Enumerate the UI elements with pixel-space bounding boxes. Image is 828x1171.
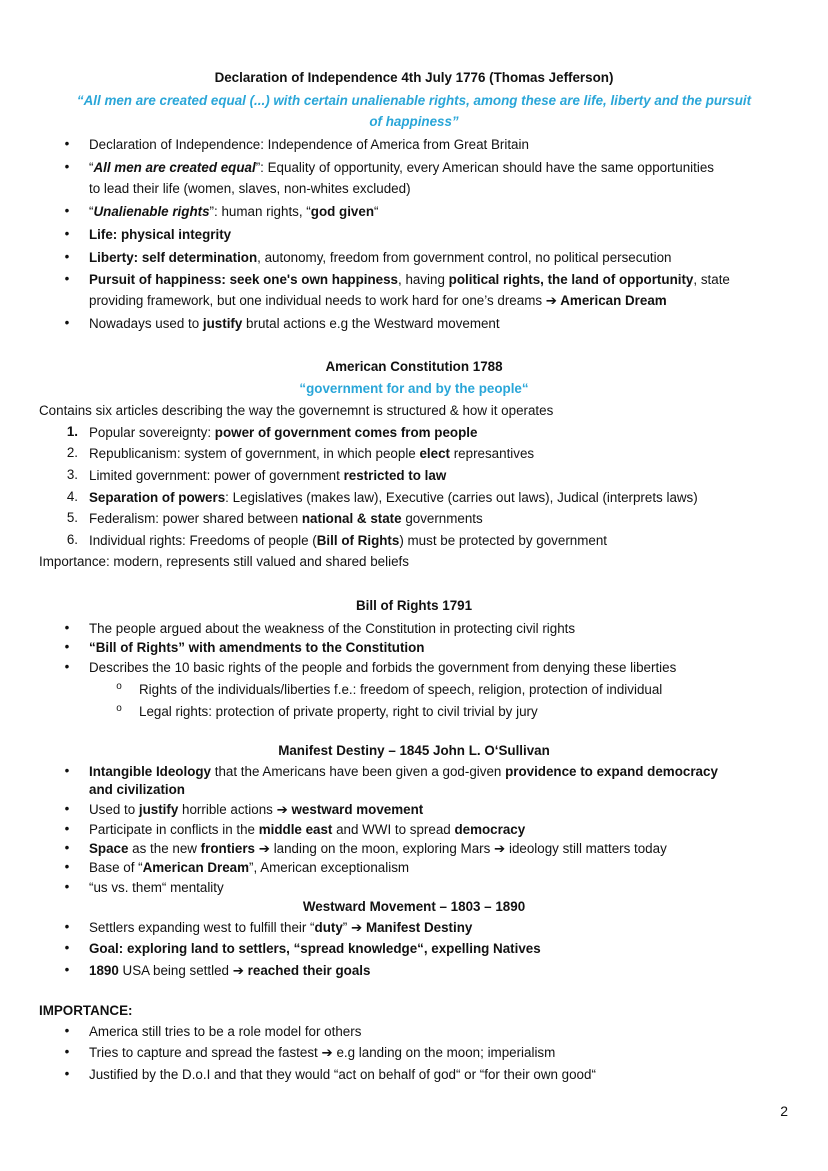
list-number: 3. [66,467,78,482]
constitution-intro: Contains six articles describing the way the governemnt is structured & how it operates [39,403,554,418]
arrow-right-icon: ➔ [276,802,288,817]
bullet-icon: • [64,159,70,174]
declaration-bullet-2: “All men are created equal”: Equality of opportunity, every American should have the same opportunities [89,160,714,175]
bullet-icon: • [64,249,70,264]
importance-bullet-2: Tries to capture and spread the fastest ➔ e.g landing on the moon; imperialism [89,1045,556,1060]
declaration-bullet-6-cont: providing framework, but one individual needs to work hard for one’s dreams ➔ American Dream [89,293,667,308]
constitution-article-3: Limited government: power of government restricted to law [89,468,447,483]
manifest-bullet-1: Intangible Ideology that the Americans have been given a god-given providence to expand democracy [89,764,718,779]
constitution-importance: Importance: modern, represents still valued and shared beliefs [39,554,409,569]
constitution-article-4: Separation of powers: Legislatives (makes law), Executive (carries out laws), Judical (interprets laws) [89,490,698,505]
arrow-right-icon: ➔ [232,963,244,978]
bullet-icon: • [64,315,70,330]
constitution-article-1: Popular sovereignty: power of government comes from people [89,425,478,440]
bill-sub-bullet-1: Rights of the individuals/liberties f.e.: freedom of speech, religion, protection of individual [139,682,663,697]
declaration-bullet-3: “Unalienable rights”: human rights, “god given“ [89,204,379,219]
manifest-bullet-6: “us vs. them“ mentality [89,880,224,895]
bill-bullet-2: “Bill of Rights” with amendments to the Constitution [89,640,425,655]
manifest-bullet-1-cont: and civilization [89,782,185,797]
sub-bullet-icon: o [116,703,122,714]
manifest-bullet-5: Base of “American Dream”, American exceptionalism [89,860,410,875]
bullet-icon: • [64,879,70,894]
list-number: 4. [66,489,78,504]
bullet-icon: • [64,940,70,955]
bullet-icon: • [64,919,70,934]
bill-bullet-1: The people argued about the weakness of the Constitution in protecting civil rights [89,621,576,636]
declaration-bullet-5: Liberty: self determination, autonomy, freedom from government control, no political persecution [89,250,672,265]
bullet-icon: • [64,1044,70,1059]
bullet-icon: • [64,620,70,635]
list-number: 5. [66,510,78,525]
arrow-right-icon: ➔ [494,841,506,856]
list-number: 1. [66,424,78,439]
bullet-icon: • [64,763,70,778]
importance-bullet-3: Justified by the D.o.I and that they would “act on behalf of god“ or “for their own good“ [89,1067,596,1082]
bullet-icon: • [64,203,70,218]
declaration-bullet-2-cont: to lead their life (women, slaves, non-whites excluded) [89,181,411,196]
constitution-article-2: Republicanism: system of government, in which people elect represantives [89,446,535,461]
manifest-destiny-heading: Manifest Destiny – 1845 John L. O‘Sullivan [278,743,550,758]
bullet-icon: • [64,859,70,874]
bullet-icon: • [64,821,70,836]
declaration-bullet-7: Nowadays used to justify brutal actions e.g the Westward movement [89,316,500,331]
declaration-quote-line1: “All men are created equal (...) with certain unalienable rights, among these are life, liberty and the pursuit [76,93,752,108]
page-number: 2 [780,1103,788,1119]
declaration-bullet-4: Life: physical integrity [89,227,232,242]
bill-sub-bullet-2: Legal rights: protection of private property, right to civil trivial by jury [139,704,538,719]
declaration-quote-line2: of happiness” [369,114,459,129]
bullet-icon: • [64,639,70,654]
westward-heading: Westward Movement – 1803 – 1890 [302,899,526,914]
westward-bullet-2: Goal: exploring land to settlers, “spread knowledge“, expelling Natives [89,941,541,956]
declaration-bullet-6: Pursuit of happiness: seek one's own happiness, having political rights, the land of opportunity, state [89,272,730,287]
constitution-heading: American Constitution 1788 [325,359,503,374]
constitution-quote: “government for and by the people“ [299,381,529,396]
arrow-right-icon: ➔ [321,1045,333,1060]
bullet-icon: • [64,962,70,977]
manifest-bullet-3: Participate in conflicts in the middle east and WWI to spread democracy [89,822,526,837]
westward-bullet-1: Settlers expanding west to fulfill their “duty” ➔ Manifest Destiny [89,920,473,935]
list-number: 2. [66,445,78,460]
westward-bullet-3: 1890 USA being settled ➔ reached their goals [89,963,371,978]
arrow-right-icon: ➔ [545,293,558,308]
declaration-heading: Declaration of Independence 4th July 1776 (Thomas Jefferson) [214,70,614,85]
bullet-icon: • [64,271,70,286]
bullet-icon: • [64,226,70,241]
bullet-icon: • [64,840,70,855]
constitution-article-6: Individual rights: Freedoms of people (Bill of Rights) must be protected by government [89,533,608,548]
list-number: 6. [66,532,78,547]
importance-bullet-1: America still tries to be a role model for others [89,1024,362,1039]
arrow-right-icon: ➔ [350,920,363,935]
bullet-icon: • [64,801,70,816]
constitution-article-5: Federalism: power shared between national & state governments [89,511,483,526]
bill-of-rights-heading: Bill of Rights 1791 [355,598,473,613]
manifest-bullet-2: Used to justify horrible actions ➔ westward movement [89,802,424,817]
bill-bullet-3: Describes the 10 basic rights of the people and forbids the government from denying these liberties [89,660,677,675]
bullet-icon: • [64,659,70,674]
bullet-icon: • [64,1023,70,1038]
bullet-icon: • [64,136,70,151]
arrow-right-icon: ➔ [258,841,270,856]
sub-bullet-icon: o [116,681,122,692]
bullet-icon: • [64,1066,70,1081]
manifest-bullet-4: Space as the new frontiers ➔ landing on the moon, exploring Mars ➔ ideology still matters today [89,841,667,856]
importance-heading: IMPORTANCE: [39,1003,133,1018]
declaration-bullet-1: Declaration of Independence: Independence of America from Great Britain [89,137,529,152]
